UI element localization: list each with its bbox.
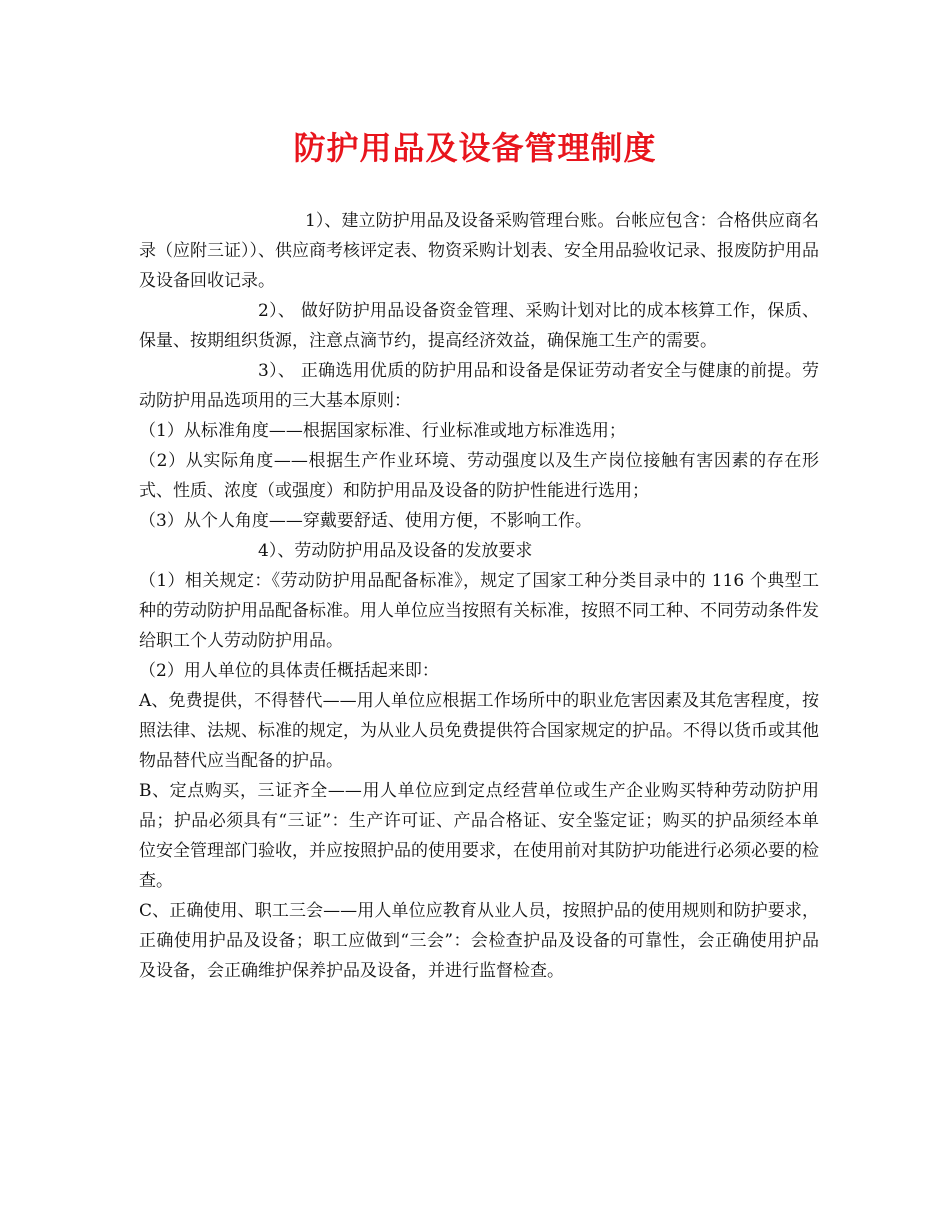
requirement-2: （2）用人单位的具体责任概括起来即： <box>139 661 439 681</box>
requirement-1: （1）相关规定：《劳动防护用品配备标准》，规定了国家工种分类目录中的 116 个典型工种的劳动防护用品配备标准。用人单位应当按照有关标准，按照不同工种、不同劳动条件发给职工个人劳动防护用品。 <box>139 571 819 651</box>
document-title: 防护用品及设备管理制度 <box>293 129 657 167</box>
principle-1: （1）从标准角度——根据国家标准、行业标准或地方标准选用； <box>139 421 626 441</box>
principle-3: （3）从个人角度——穿戴要舒适、使用方便，不影响工作。 <box>139 511 592 531</box>
paragraph-3: 3）、 正确选用优质的防护用品和设备是保证劳动者安全与健康的前提。劳动防护用品选项用的三大基本原则： <box>139 361 819 411</box>
responsibility-b: B、定点购买，三证齐全——用人单位应到定点经营单位或生产企业购买特种劳动防护用品；护品必须具有“三证”：生产许可证、产品合格证、安全鉴定证；购买的护品须经本单位安全管理部门验收，并应按照护品的使用要求，在使用前对其防护功能进行必须必要的检查。 <box>139 781 819 891</box>
paragraph-4: 4）、劳动防护用品及设备的发放要求 <box>258 541 533 561</box>
responsibility-a: A、免费提供，不得替代——用人单位应根据工作场所中的职业危害因素及其危害程度，按照法律、法规、标准的规定，为从业人员免费提供符合国家规定的护品。不得以货币或其他物品替代应当配备的护品。 <box>139 691 819 771</box>
paragraph-2: 2）、 做好防护用品设备资金管理、采购计划对比的成本核算工作，保质、保量、按期组织货源，注意点滴节约，提高经济效益，确保施工生产的需要。 <box>139 301 819 351</box>
paragraph-1: 1）、建立防护用品及设备采购管理台账。台帐应包含：合格供应商名录（应附三证））、供应商考核评定表、物资采购计划表、安全用品验收记录、报废防护用品及设备回收记录。 <box>139 211 819 291</box>
responsibility-c: C、正确使用、职工三会——用人单位应教育从业人员，按照护品的使用规则和防护要求，正确使用护品及设备；职工应做到“三会”：会检查护品及设备的可靠性，会正确使用护品及设备，会正确维护保养护品及设备，并进行监督检查。 <box>139 901 819 981</box>
principle-2: （2）从实际角度——根据生产作业环境、劳动强度以及生产岗位接触有害因素的存在形式、性质、浓度（或强度）和防护用品及设备的防护性能进行选用； <box>139 451 819 501</box>
document-body <box>139 206 819 986</box>
